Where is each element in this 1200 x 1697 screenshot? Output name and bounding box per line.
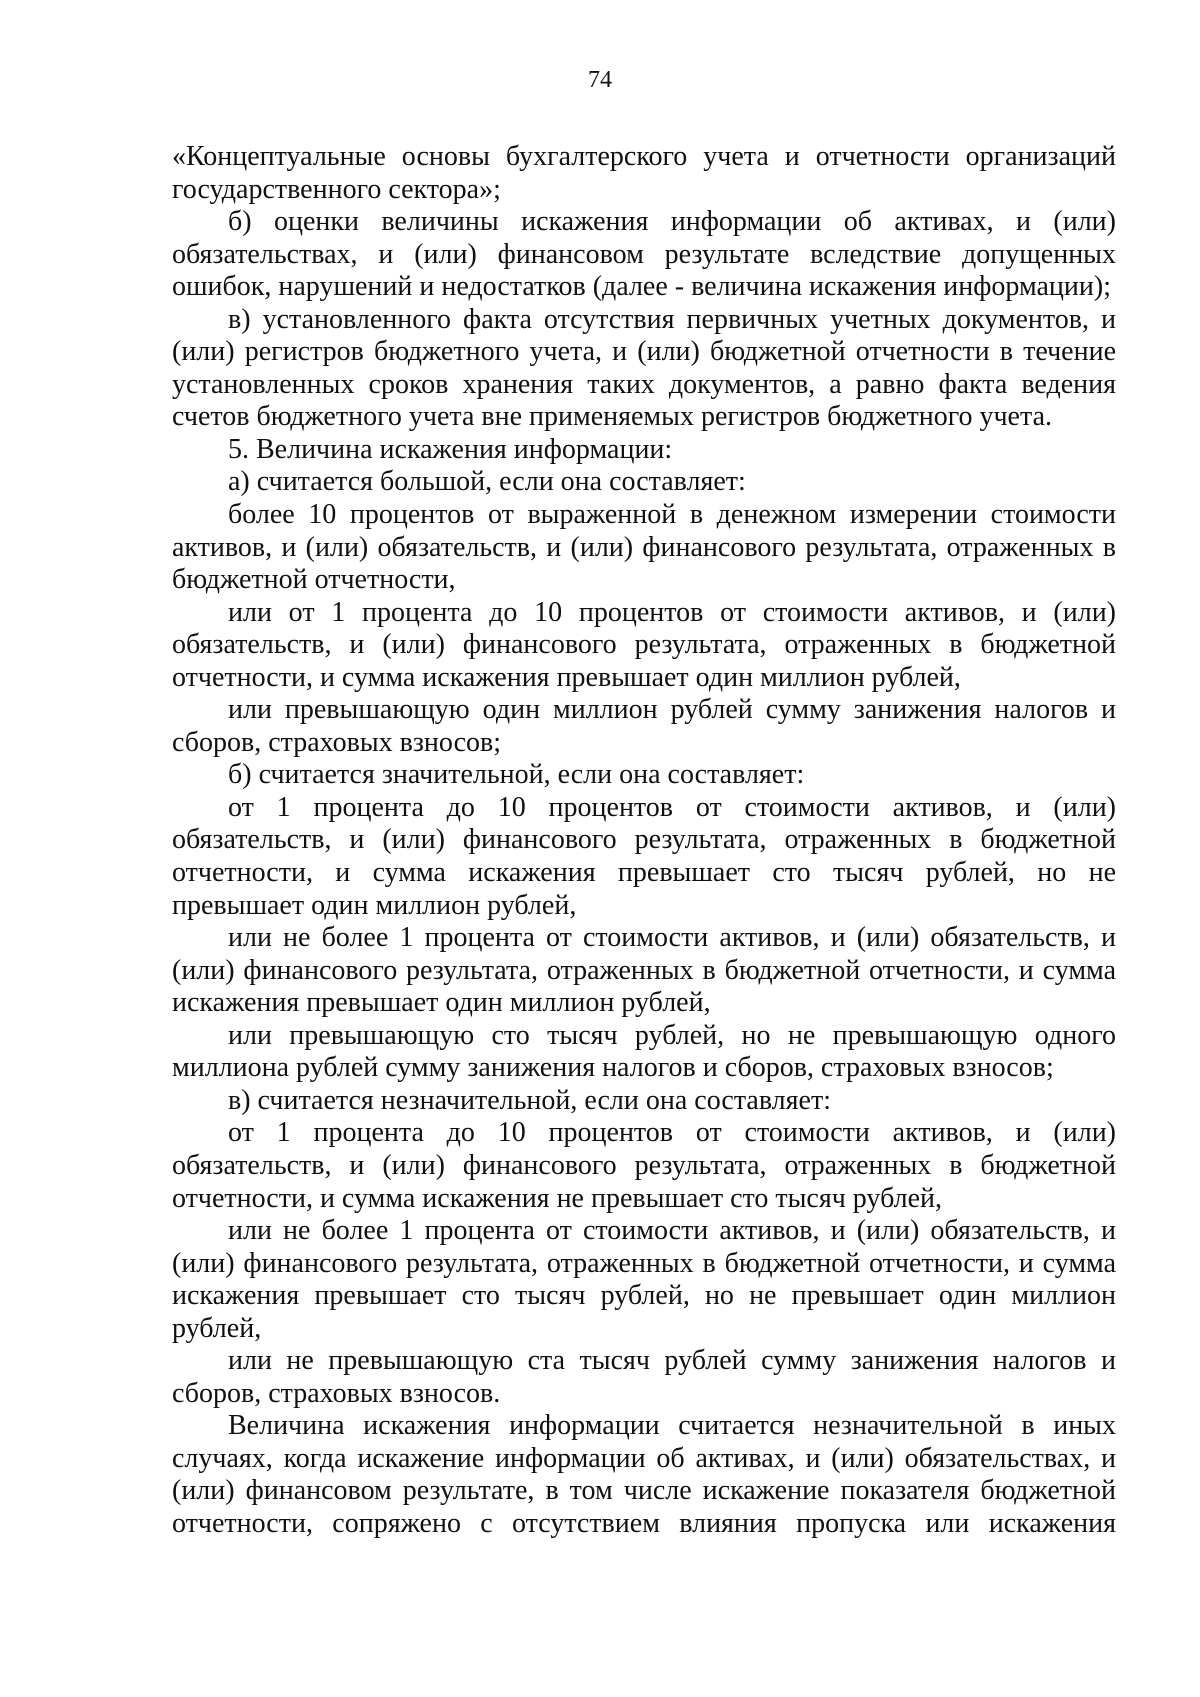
document-body bbox=[172, 141, 1116, 1541]
page-number: 74 bbox=[588, 67, 612, 93]
paragraph-item-v-insignificant: в) считается незначительной, если она составляет: bbox=[228, 1084, 831, 1116]
paragraph-item-v-fact: в) установленного факта отсутствия первичных учетных документов, и (или) регистров бюджетного учета, и (или) бюджетной отчетности в течение установленных сроков хранения таких документов, а равно факта ведения счетов бюджетного учета вне применяемых регистров бюджетного учета. bbox=[172, 303, 1116, 433]
paragraph-item-b-assessment: б) оценки величины искажения информации об активах, и (или) обязательствах, и (или) финансовом результате вследствие допущенных ошибок, нарушений и недостатков (далее - величина искажения информации); bbox=[172, 206, 1116, 303]
paragraph-significant-criterion-1: от 1 процента до 10 процентов от стоимости активов, и (или) обязательств, и (или) финансового результата, отраженных в бюджетной отчетности, и сумма искажения превышает сто тысяч рублей, но не превышает один миллион рублей, bbox=[172, 791, 1116, 921]
paragraph-insignificant-criterion-3: или не превышающую ста тысяч рублей сумму занижения налогов и сборов, страховых взносов. bbox=[172, 1345, 1116, 1409]
paragraph-other-cases: Величина искажения информации считается незначительной в иных случаях, когда искажение информации об активах, и (или) обязательствах, и (или) финансовом результате, в том числе искажение показателя бюджетной отчетности, сопряжено с отсутствием влияния пропуска или искажения bbox=[172, 1410, 1116, 1539]
paragraph-large-criterion-1: более 10 процентов от выраженной в денежном измерении стоимости активов, и (или) обязательств, и (или) финансового результата, отраженных в бюджетной отчетности, bbox=[172, 499, 1116, 596]
paragraph-large-criterion-3: или превышающую один миллион рублей сумму занижения налогов и сборов, страховых взносов; bbox=[172, 694, 1116, 758]
paragraph-item-b-significant: б) считается значительной, если она составляет: bbox=[228, 759, 805, 791]
paragraph-section-5-heading: 5. Величина искажения информации: bbox=[228, 433, 673, 465]
paragraph-item-a-large: а) считается большой, если она составляет: bbox=[228, 466, 746, 498]
paragraph-continuation: «Концептуальные основы бухгалтерского учета и отчетности организаций государственного сектора»; bbox=[172, 141, 1116, 205]
paragraph-insignificant-criterion-1: от 1 процента до 10 процентов от стоимости активов, и (или) обязательств, и (или) финансового результата, отраженных в бюджетной отчетности, и сумма искажения не превышает сто тысяч рублей, bbox=[172, 1117, 1116, 1214]
paragraph-large-criterion-2: или от 1 процента до 10 процентов от стоимости активов, и (или) обязательств, и (или) финансового результата, отраженных в бюджетной отчетности, и сумма искажения превышает один миллион рублей, bbox=[172, 596, 1116, 693]
paragraph-significant-criterion-3: или превышающую сто тысяч рублей, но не превышающую одного миллиона рублей сумму занижения налогов и сборов, страховых взносов; bbox=[172, 1019, 1116, 1084]
paragraph-insignificant-criterion-2: или не более 1 процента от стоимости активов, и (или) обязательств, и (или) финансового результата, отраженных в бюджетной отчетности, и сумма искажения превышает сто тысяч рублей, но не превышает один миллион рублей, bbox=[172, 1215, 1116, 1344]
paragraph-significant-criterion-2: или не более 1 процента от стоимости активов, и (или) обязательств, и (или) финансового результата, отраженных в бюджетной отчетности, и сумма искажения превышает один миллион рублей, bbox=[172, 922, 1116, 1019]
